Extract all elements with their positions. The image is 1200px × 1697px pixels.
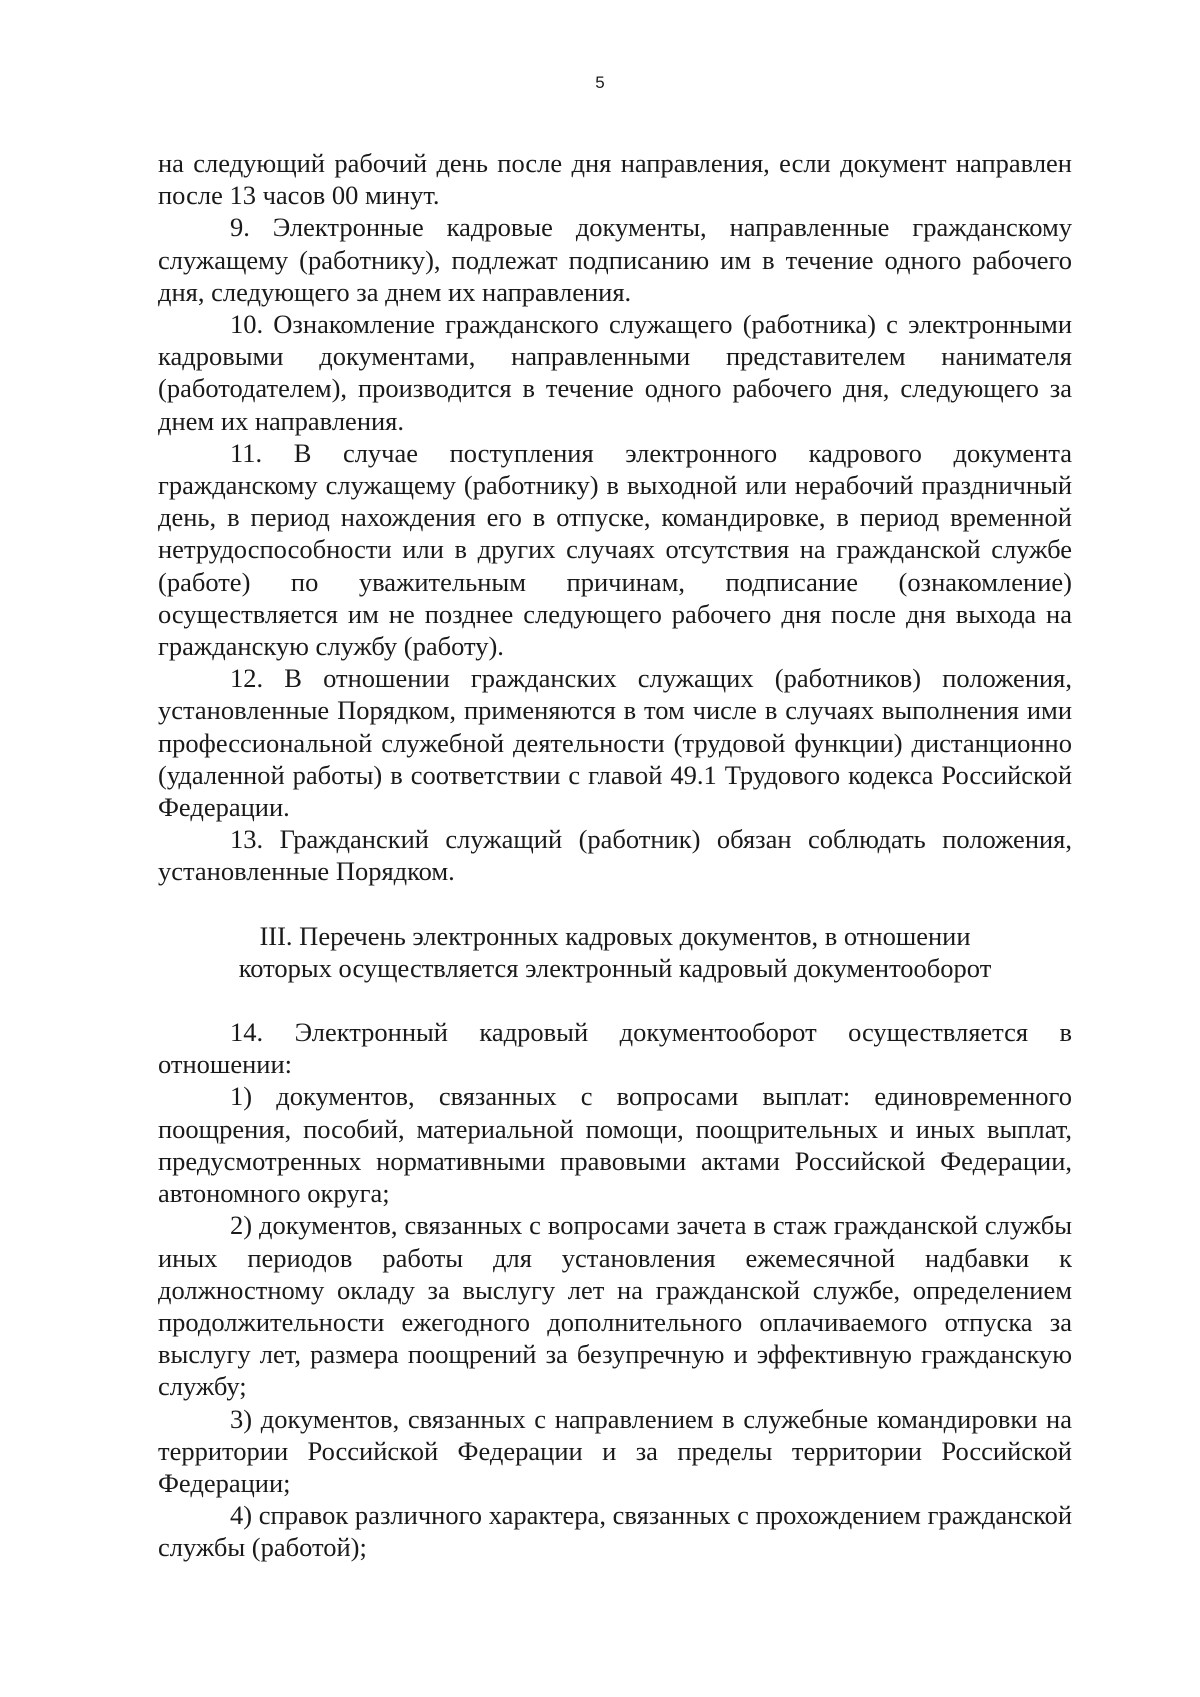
section-heading-line-1: III. Перечень электронных кадровых документов, в отношении — [259, 920, 971, 951]
list-item-3: 3) документов, связанных с направлением в служебные командировки на территории Российской Федерации и за пределы территории Российской Федерации; — [158, 1403, 1072, 1498]
document-body — [158, 147, 1072, 1564]
paragraph-item-10: 10. Ознакомление гражданского служащего (работника) с электронными кадровыми документами, направленными представителем нанимателя (работодателем), производится в течение одного рабочего дня, следующего за днем их направления. — [158, 309, 1072, 436]
paragraph-item-14: 14. Электронный кадровый документооборот осуществляется в отношении: — [158, 1017, 1072, 1080]
list-item-1: 1) документов, связанных с вопросами выплат: единовременного поощрения, пособий, материальной помощи, поощрительных и иных выплат, предусмотренных нормативными правовыми актами Российской Федерации, автономного округа; — [158, 1081, 1072, 1209]
paragraph-item-13: 13. Гражданский служащий (работник) обязан соблюдать положения, установленные Порядком. — [158, 824, 1072, 887]
paragraph-continuation: на следующий рабочий день после дня направления, если документ направлен после 13 часов 00 минут. — [158, 148, 1072, 211]
section-heading-line-2: которых осуществляется электронный кадровый документооборот — [238, 952, 992, 983]
paragraph-item-12: 12. В отношении гражданских служащих (работников) положения, установленные Порядком, применяются в том числе в случаях выполнения ими профессиональной служебной деятельности (трудовой функции) дистанционно (удаленной работы) в соответствии с главой 49.1 Трудового кодекса Российской Федерации. — [158, 663, 1072, 823]
paragraph-item-11: 11. В случае поступления электронного кадрового документа гражданскому служащему (работнику) в выходной или нерабочий праздничный день, в период нахождения его в отпуске, командировке, в период временной нетрудоспособности или в других случаях отсутствия на гражданской службе (работе) по уважительным причинам, подписание (ознакомление) осуществляется им не позднее следующего рабочего дня после дня выхода на гражданскую службу (работу). — [158, 437, 1072, 662]
paragraph-item-9: 9. Электронные кадровые документы, направленные гражданскому служащему (работнику), подлежат подписанию им в течение одного рабочего дня, следующего за днем их направления. — [158, 212, 1072, 307]
section-heading — [158, 920, 1072, 984]
list-item-2: 2) документов, связанных с вопросами зачета в стаж гражданской службы иных периодов работы для установления ежемесячной надбавки к должностному окладу за выслугу лет на гражданской службе, определением продолжительности ежегодного дополнительного оплачиваемого отпуска за выслугу лет, размера поощрений за безупречную и эффективную гражданскую службу; — [158, 1210, 1072, 1402]
list-item-4: 4) справок различного характера, связанных с прохождением гражданской службы (работой); — [158, 1500, 1072, 1563]
page-number: 5 — [595, 73, 605, 92]
